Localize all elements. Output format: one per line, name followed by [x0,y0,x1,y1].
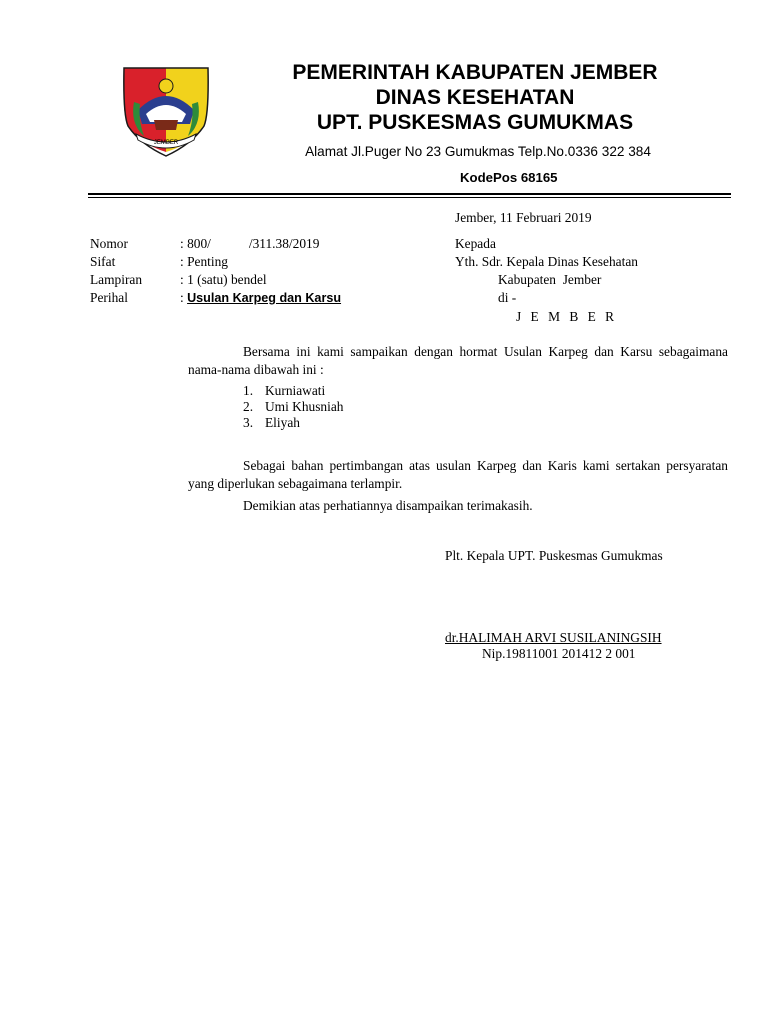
name-list [243,383,343,431]
list-item-number: 3. [243,415,254,430]
list-item-name: Eliyah [265,415,300,430]
perihal-label: Perihal [90,290,128,305]
body-paragraph-3: Demikian atas perhatiannya disampaikan terimakasih. [243,498,533,513]
nomor-prefix: : 800/ [180,236,211,251]
list-item-name: Umi Khusniah [265,399,344,414]
body-paragraph-2: Sebagai bahan pertimbangan atas usulan Karpeg dan Karis kami sertakan persyaratan yang diperlukan sebagaimana terlampir. [188,458,728,491]
recipient-regency: Kabupaten Jember [498,272,602,287]
header-postal-code: KodePos 68165 [460,170,558,185]
list-item-number: 1. [243,383,254,398]
recipient-kepada: Kepada [455,236,496,251]
perihal-value [180,289,341,307]
signature-nip: Nip.19811001 201412 2 001 [482,646,636,661]
list-item-name: Kurniawati [265,383,326,398]
recipient-title: Yth. Sdr. Kepala Dinas Kesehatan [455,254,638,269]
nomor-value [180,235,319,253]
letter-date: Jember, 11 Februari 2019 [455,210,592,225]
list-item [243,399,343,415]
signature-name: dr.HALIMAH ARVI SUSILANINGSIH [445,630,662,645]
lampiran-value: : 1 (satu) bendel [180,272,267,287]
sifat-label: Sifat [90,254,116,269]
header-address: Alamat Jl.Puger No 23 Gumukmas Telp.No.0336 322 384 [305,144,651,159]
nomor-label: Nomor [90,236,128,251]
letterhead-rule-thick [88,193,731,195]
letterhead-rule-thin [88,197,731,198]
perihal-subject: Usulan Karpeg dan Karsu [187,291,342,305]
recipient-city: J E M B E R [516,309,618,324]
sifat-value: : Penting [180,254,228,269]
header-unit-title: UPT. PUSKESMAS GUMUKMAS [316,111,634,134]
list-item-number: 2. [243,399,254,414]
body-paragraph-1: Bersama ini kami sampaikan dengan hormat Usulan Karpeg dan Karsu sebagaimana nama-nama dibawah ini : [188,344,728,377]
list-item [243,415,343,431]
nomor-suffix: /311.38/2019 [248,236,320,251]
jember-regency-emblem-icon [120,64,212,164]
signature-title: Plt. Kepala UPT. Puskesmas Gumukmas [445,548,663,563]
lampiran-label: Lampiran [90,272,143,287]
recipient-di: di - [498,290,517,305]
list-item [243,383,343,399]
emblem-text: JEMBER [153,140,179,146]
header-government-title: PEMERINTAH KABUPATEN JEMBER [292,61,658,84]
header-department-title: DINAS KESEHATAN [375,86,575,109]
perihal-colon: : [180,290,188,305]
